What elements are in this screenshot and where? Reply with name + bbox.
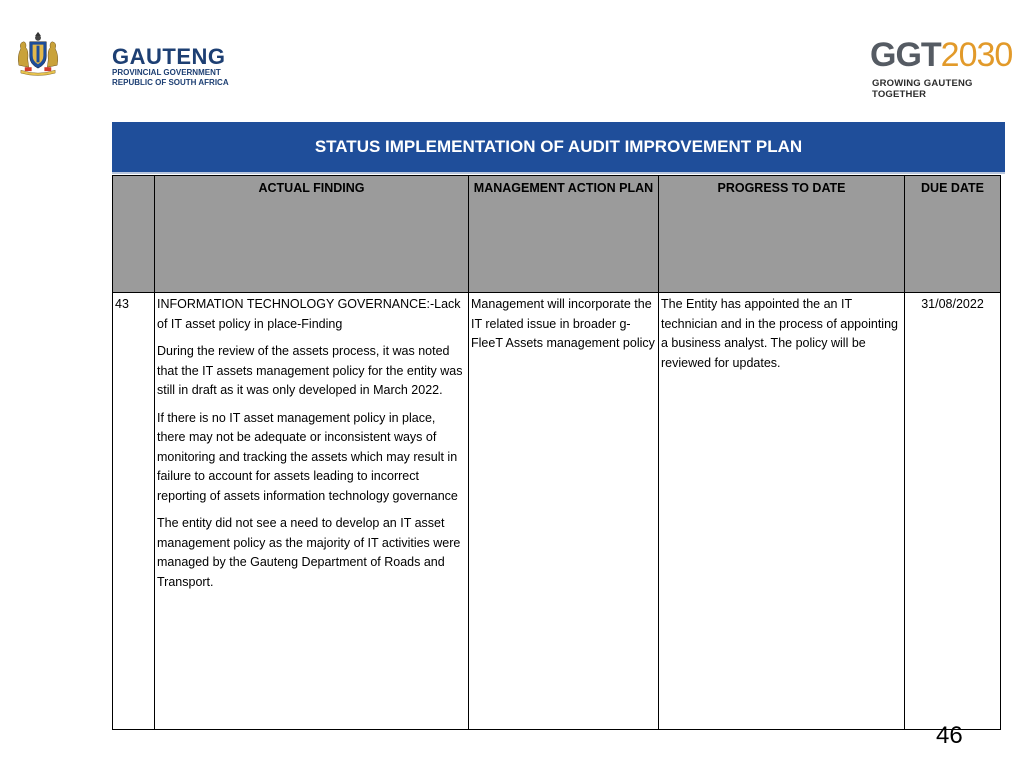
page-title: STATUS IMPLEMENTATION OF AUDIT IMPROVEMENT PLAN <box>112 122 1005 174</box>
ggt-logo-year: 2030 <box>940 36 1013 74</box>
gauteng-logo-subtitle: PROVINCIAL GOVERNMENT <box>112 68 221 77</box>
finding-review: During the review of the assets process, it was noted that the IT assets management policy for the entity was still in draft as it was only developed in March 2022. <box>157 344 463 397</box>
finding-cause: The entity did not see a need to develop an IT asset management policy as the majority of IT activities were managed by the Gauteng Department of Roads and Transport. <box>157 516 461 589</box>
row-actual-finding <box>155 293 469 730</box>
ggt-logo-tagline: GROWING GAUTENG TOGETHER <box>872 78 973 100</box>
gauteng-coat-of-arms-logo <box>14 8 112 98</box>
header-management-action-plan: MANAGEMENT ACTION PLAN <box>469 176 659 293</box>
row-progress: The Entity has appointed the an IT technician and in the process of appointing a business analyst. The policy will be reviewed for updates. <box>659 293 905 730</box>
table-header-row <box>113 176 1001 293</box>
ggt-logo-text: GGT <box>870 36 941 74</box>
row-management-action: Management will incorporate the IT related issue in broader g-FleeT Assets management policy <box>469 293 659 730</box>
header-actual-finding: ACTUAL FINDING <box>155 176 469 293</box>
row-due-date: 31/08/2022 <box>905 293 1001 730</box>
row-number: 43 <box>113 293 155 730</box>
ggt2030-logo <box>870 36 1012 75</box>
header-number <box>113 176 155 293</box>
finding-risk: If there is no IT asset management policy in place, there may not be adequate or inconsistent ways of monitoring and tracking the assets which may result in failure to account for assets leading to incorrect reporting of assets information technology governance <box>157 410 458 503</box>
audit-improvement-table <box>112 175 1001 730</box>
gauteng-logo-country: REPUBLIC OF SOUTH AFRICA <box>112 78 229 87</box>
page-number: 46 <box>936 722 963 749</box>
header-progress-to-date: PROGRESS TO DATE <box>659 176 905 293</box>
finding-title: INFORMATION TECHNOLOGY GOVERNANCE:-Lack of IT asset policy in place-Finding <box>157 297 461 331</box>
table-row <box>113 293 1001 730</box>
gauteng-logo-name: GAUTENG <box>112 44 226 69</box>
header-due-date: DUE DATE <box>905 176 1001 293</box>
